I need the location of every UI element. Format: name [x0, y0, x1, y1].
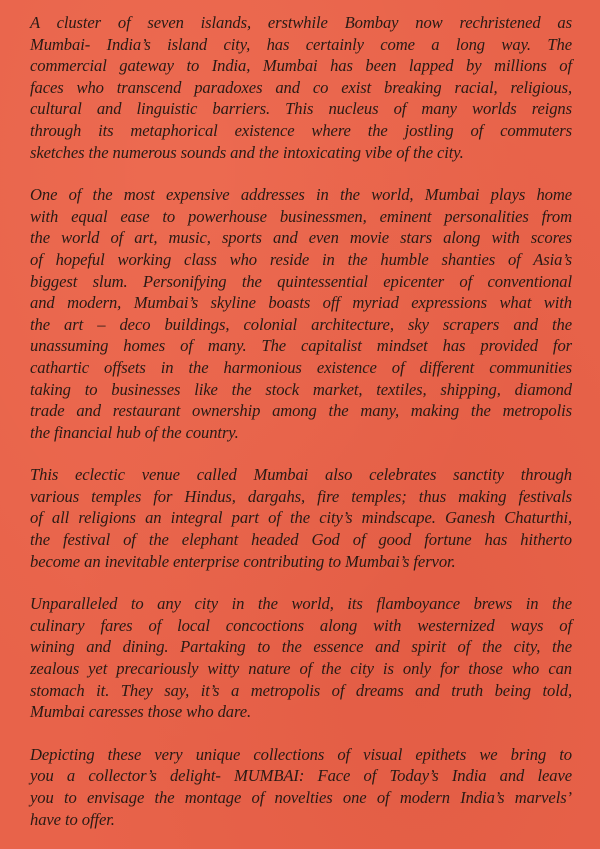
text-line: stomach it. They say, it’s a metropolis of dreams and truth being told,: [30, 680, 572, 700]
text-line: unassuming homes of many. The capitalist mindset has provided for: [30, 336, 572, 356]
text-line: the art – deco buildings, colonial architecture, sky scrapers and the: [30, 314, 572, 334]
paragraph-closing: [30, 744, 572, 830]
text-line: Depicting these very unique collections of visual epithets we bring to: [30, 744, 572, 764]
paragraph-addresses: [30, 184, 572, 443]
text-line: and modern, Mumbai’s skyline boasts off myriad expressions what with: [30, 293, 572, 313]
text-line: you to envisage the montage of novelties one of modern India’s marvels’: [30, 788, 572, 807]
text-line: you a collector’s delight- MUMBAI: Face of Today’s India and leave: [30, 766, 572, 786]
text-line: Unparalleled to any city in the world, its flamboyance brews in the: [30, 594, 572, 614]
text-line: One of the most expensive addresses in the world, Mumbai plays home: [30, 185, 572, 205]
text-line: trade and restaurant ownership among the many, making the metropolis: [30, 401, 572, 421]
text-line: the festival of the elephant headed God of good fortune has hitherto: [30, 530, 572, 550]
text-line: with equal ease to powerhouse businessmen, eminent personalities from: [30, 206, 572, 226]
text-line: have to offer.: [30, 809, 115, 829]
text-line: culinary fares of local concoctions along with westernized ways of: [30, 615, 572, 635]
text-line: various temples for Hindus, dargahs, fire temples; thus making festivals: [30, 486, 572, 506]
text-line: This eclectic venue called Mumbai also celebrates sanctity through: [30, 465, 572, 485]
text-line: Mumbai caresses those who dare.: [30, 702, 252, 722]
text-line: commercial gateway to India, Mumbai has been lapped by millions of: [30, 56, 572, 76]
text-line: biggest slum. Personifying the quintessential epicenter of conventional: [30, 271, 572, 291]
text-line: the financial hub of the country.: [30, 422, 239, 442]
text-line: cathartic offsets in the harmonious existence of different communities: [30, 357, 572, 377]
text-line: the world of art, music, sports and even movie stars along with scores: [30, 228, 572, 248]
text-line: faces who transcend paradoxes and co exist breaking racial, religious,: [30, 77, 572, 97]
text-line: cultural and linguistic barriers. This nucleus of many worlds reigns: [30, 99, 572, 119]
text-line: Mumbai- India’s island city, has certainly come a long way. The: [30, 34, 572, 54]
text-line: A cluster of seven islands, erstwhile Bombay now rechristened as: [30, 13, 572, 32]
paragraph-sanctity: [30, 464, 572, 572]
text-line: wining and dining. Partaking to the essence and spirit of the city, the: [30, 637, 572, 657]
text-line: become an inevitable enterprise contributing to Mumbai’s fervor.: [30, 551, 456, 571]
paragraph-islands: [30, 12, 572, 163]
text-line: taking to businesses like the stock market, textiles, shipping, diamond: [30, 379, 572, 399]
text-line: through its metaphorical existence where the jostling of commuters: [30, 120, 572, 140]
paragraph-flamboyance: [30, 593, 572, 723]
text-line: of all religions an integral part of the city’s mindscape. Ganesh Chaturthi,: [30, 508, 572, 528]
text-line: sketches the numerous sounds and the intoxicating vibe of the city.: [30, 142, 464, 162]
text-line: of hopeful working class who reside in the humble shanties of Asia’s: [30, 249, 572, 269]
text-line: zealous yet precariously witty nature of the city is only for those who can: [30, 659, 572, 679]
